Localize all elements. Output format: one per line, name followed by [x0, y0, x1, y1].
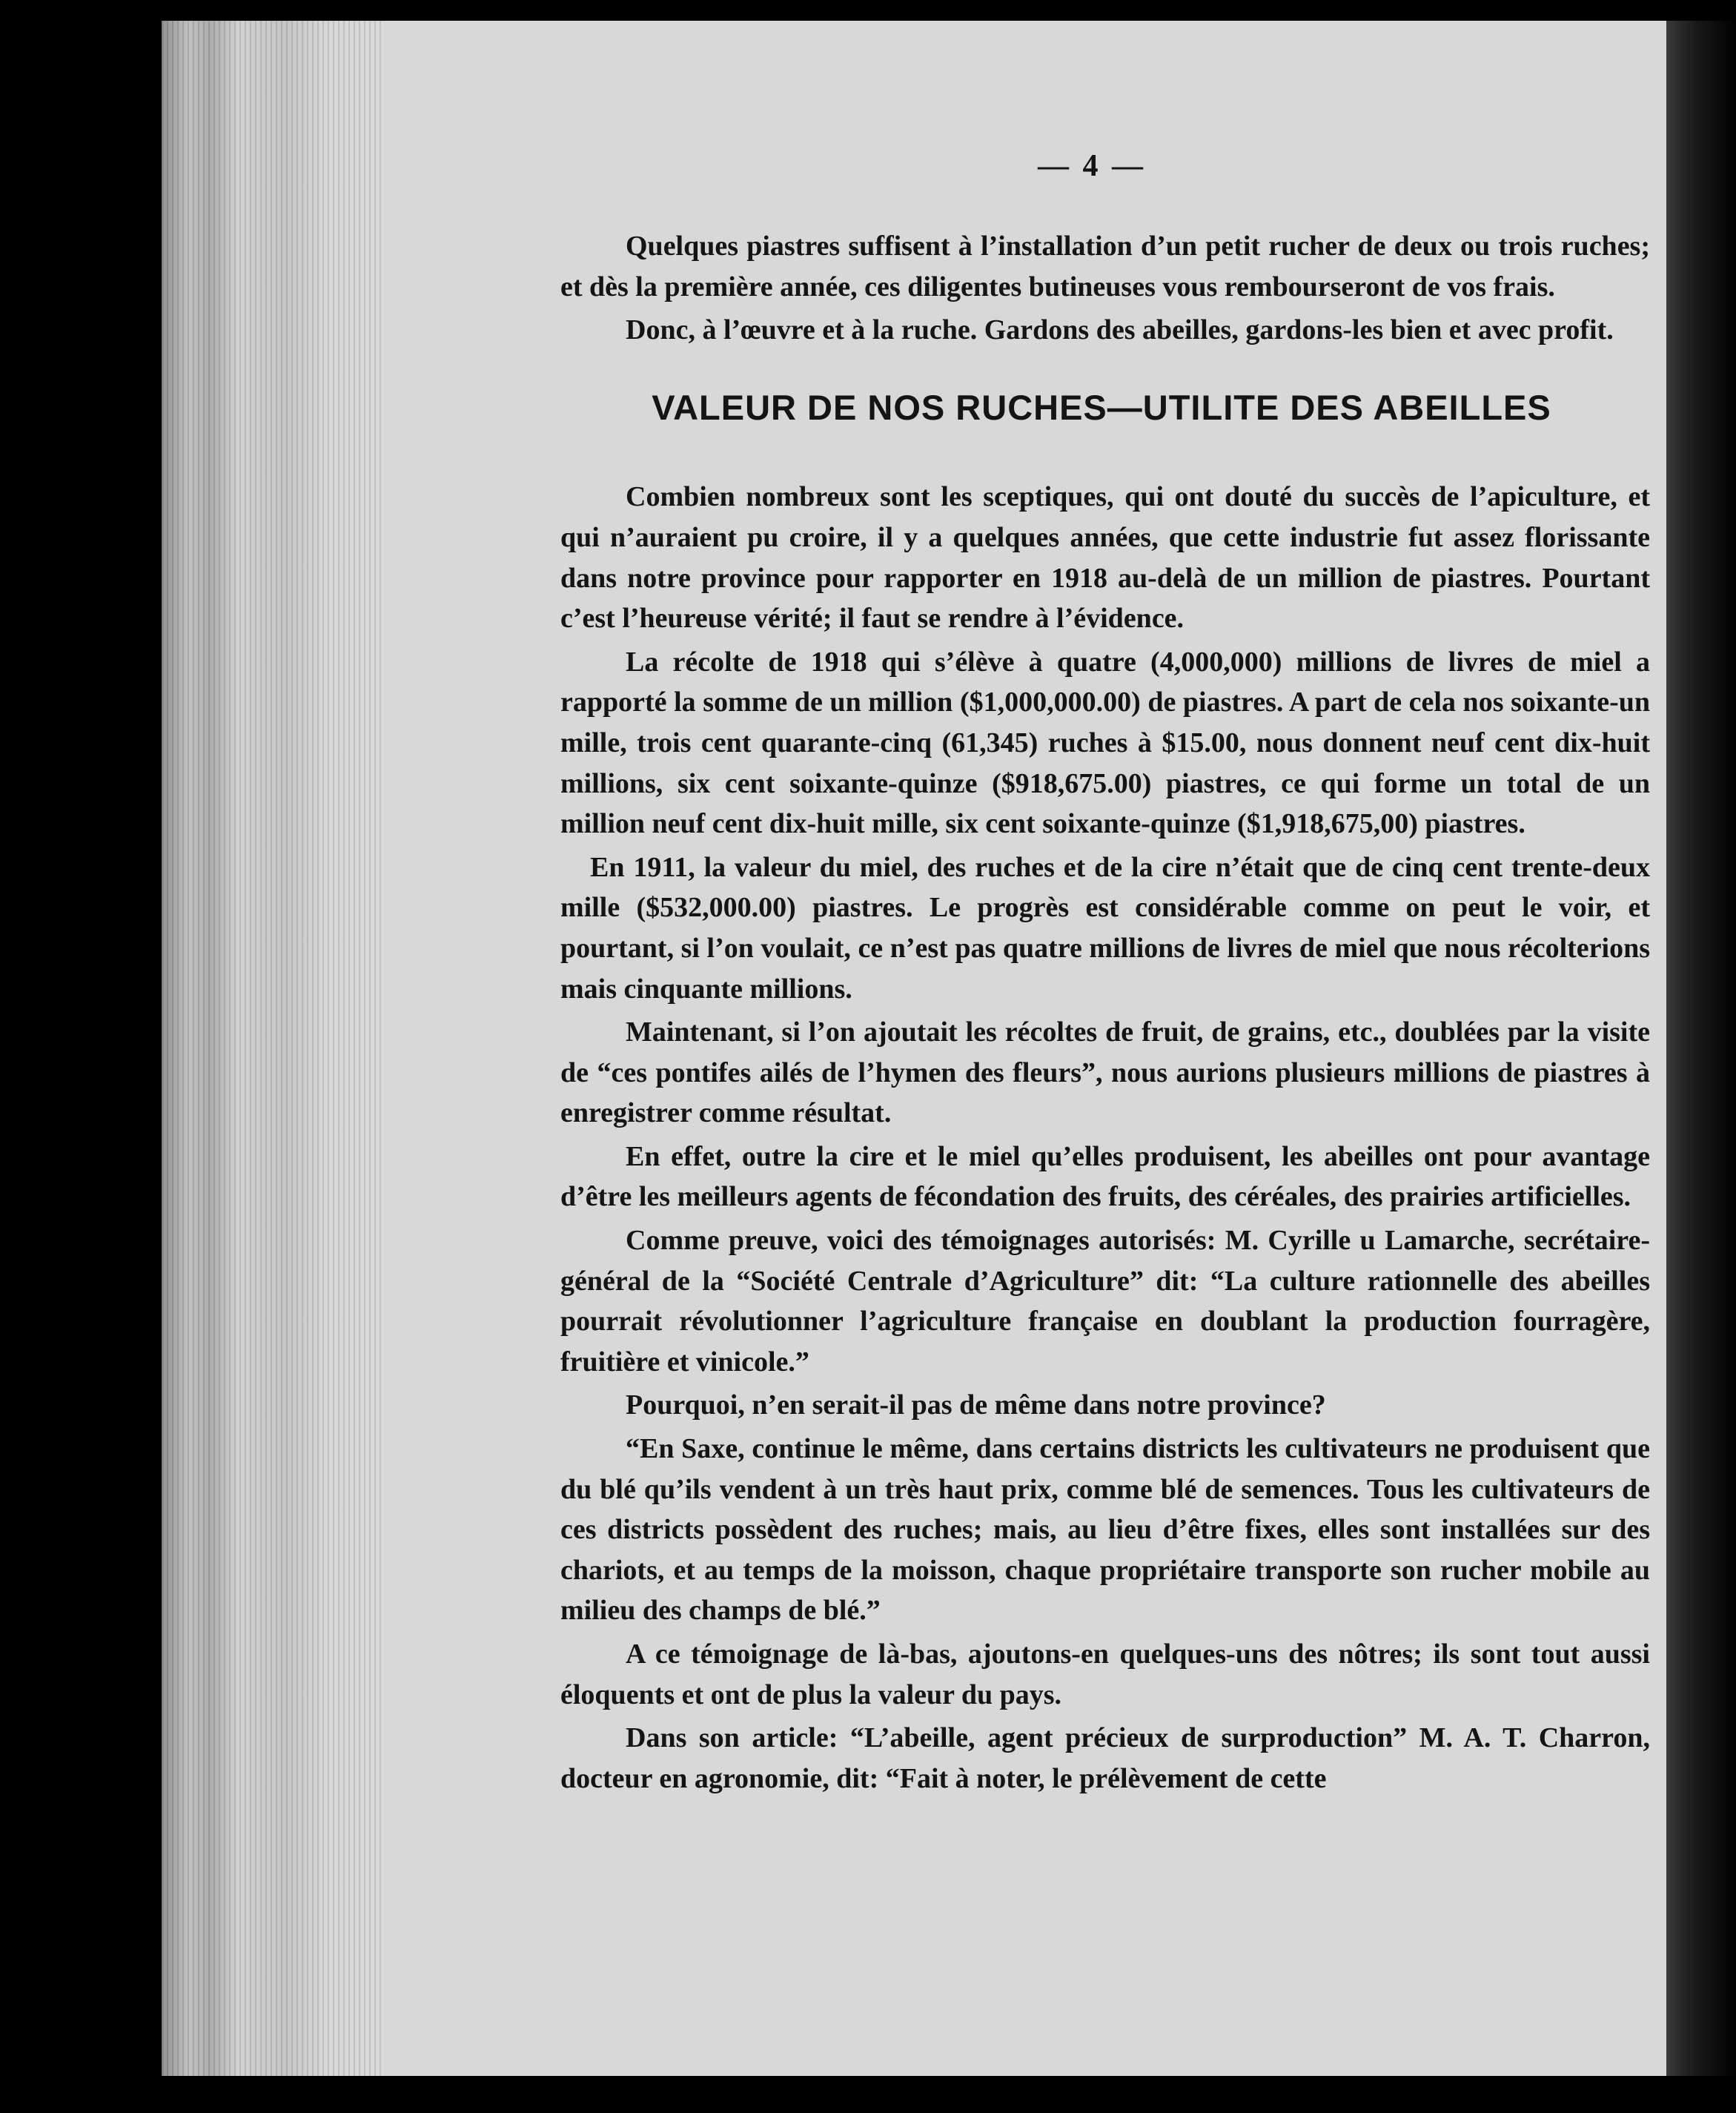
paragraph: Pourquoi, n’en serait-il pas de même dans notre province?: [626, 1389, 1326, 1421]
page-right-edge: [1666, 21, 1736, 2076]
paragraph: La récolte de 1918 qui s’élève à quatre (4,000,000) millions de livres de miel a rapporté la somme de un million ($1,000,000.00) de piastres. A part de cela nos soixante-un mille, trois cent quarante-cinq (61,345) ruches à $15.00, nous donnent neuf cent dix-huit millions, six cent soixante-quinze ($918,675.00) piastres, ce qui forme un total de un million neuf cent dix-huit mille, six cent soixante-quinze ($1,918,675,00) piastres.: [560, 646, 1650, 840]
paragraph: Dans son article: “L’abeille, agent précieux de surproduction” M. A. T. Charron, docteur en agronomie, dit: “Fait à noter, le prélèvement de cette: [560, 1722, 1650, 1794]
paragraph: Comme preuve, voici des témoignages autorisés: M. Cyrille u Lamarche, secrétaire-général de la “Société Centrale d’Agriculture” dit: “La culture rationnelle des abeilles pourrait révolutionner l’agriculture française en doublant la production fourragère, fruitière et vinicole.”: [560, 1225, 1650, 1378]
paragraph: Donc, à l’œuvre et à la ruche. Gardons des abeilles, gardons-les bien et avec profit.: [626, 314, 1614, 346]
section-heading: VALEUR DE NOS RUCHES—UTILITE DES ABEILLES: [652, 387, 1551, 427]
paragraph: A ce témoignage de là-bas, ajoutons-en quelques-uns des nôtres; ils sont tout aussi éloquents et ont de plus la valeur du pays.: [560, 1639, 1650, 1710]
paragraph: Combien nombreux sont les sceptiques, qui ont douté du succès de l’apiculture, et qui n’auraient pu croire, il y a quelques années, que cette industrie fut assez florissante dans notre province pour rapporter en 1918 au-delà de un million de piastres. Pourtant c’est l’heureuse vérité; il faut se rendre à l’évidence.: [560, 481, 1650, 635]
page-gutter: [162, 21, 384, 2076]
page-number: — 4 —: [1038, 149, 1146, 183]
paragraph: Quelques piastres suffisent à l’installation d’un petit rucher de deux ou trois ruches; et dès la première année, ces diligentes butineuses vous rembourseront de vos frais.: [560, 231, 1650, 302]
paragraph: “En Saxe, continue le même, dans certains districts les cultivateurs ne produisent que du blé qu’ils vendent à un très haut prix, comme blé de semences. Tous les cultivateurs de ces districts possèdent des ruches; mais, au lieu d’être fixes, elles sont installées sur des chariots, et au temps de la moisson, chaque propriétaire transporte son rucher mobile au milieu des champs de blé.”: [560, 1433, 1650, 1627]
paragraph: En effet, outre la cire et le miel qu’elles produisent, les abeilles ont pour avantage d’être les meilleurs agents de fécondation des fruits, des céréales, des prairies artificielles.: [560, 1140, 1650, 1213]
paragraph: Maintenant, si l’on ajoutait les récoltes de fruit, de grains, etc., doublées par la visite de “ces pontifes ailés de l’hymen des fleurs”, nous aurions plusieurs millions de piastres à enregistrer comme résultat.: [560, 1016, 1650, 1129]
document-text: [560, 156, 1650, 1802]
paragraph: En 1911, la valeur du miel, des ruches et de la cire n’était que de cinq cent trente-deux mille ($532,000.00) piastres. Le progrès est considérable comme on peut le voir, et pourtant, si l’on voulait, ce n’est pas quatre millions de livres de miel que nous récolterions mais cinquante millions.: [560, 851, 1650, 1005]
